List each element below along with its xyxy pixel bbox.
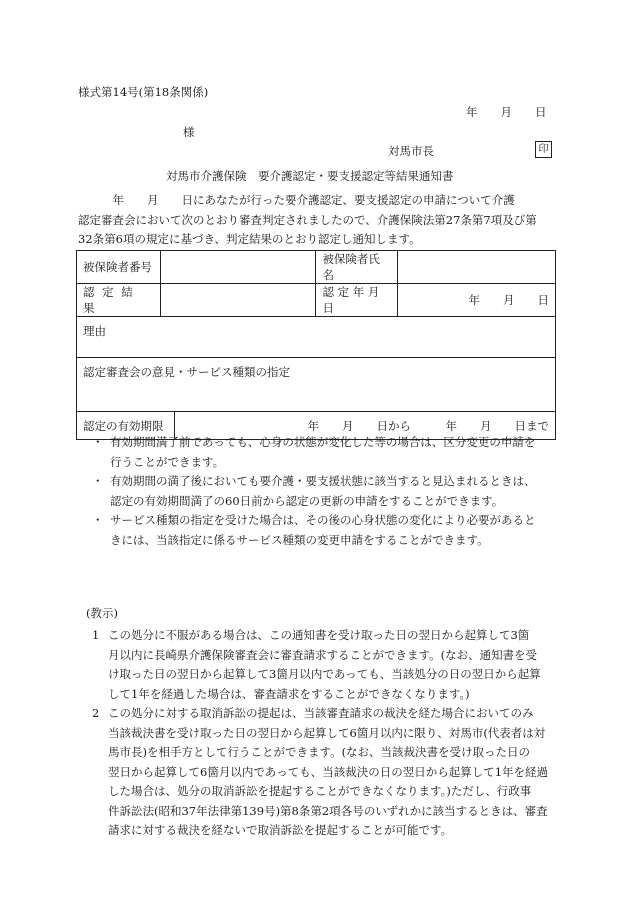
reason-label: 理由: [77, 317, 556, 358]
instruction-number: 1: [92, 628, 100, 642]
seal-mark: 印: [535, 141, 552, 158]
cert-date-value: 年 月 日: [398, 284, 556, 317]
bullet-line: サービス種類の指定を受けた場合は、その後の心身状態の変化により必要があると: [110, 513, 536, 527]
cert-date-label: 認 定 年 月 日: [316, 284, 398, 317]
instruction-line: この処分に対する取消訴訟の提起は、当該審査請求の裁決を経た場合においてのみ: [108, 706, 534, 720]
certification-table: [76, 250, 556, 440]
bullet-mark: ・: [92, 513, 104, 527]
instruction-line: 当該裁決書を受け取った日の翌日から起算して6箇月以内に限り、対馬市(代表者は対: [108, 725, 546, 740]
bullet-item: [78, 472, 556, 511]
intro-line: 認定審査会において次のとおり審査判定されましたので、介護保険法第27条第7項及び第: [78, 212, 537, 227]
instruction-heading: (教示): [86, 606, 118, 620]
issuer-name: 対馬市長: [388, 144, 434, 158]
instruction-line: け取った日の翌日から起算して3箇月以内であっても、当該処分の日の翌日から起算: [108, 667, 541, 681]
bullet-line: 認定の有効期間満了の60日前から認定の更新の申請をすることができます。: [110, 493, 504, 508]
instruction-line: した場合は、処分の取消訴訟を提起することができなくなります。)ただし、行政事: [108, 784, 532, 798]
instructions: [78, 626, 556, 841]
insured-name-label: 被保険者氏名: [316, 251, 398, 284]
result-value: [160, 284, 316, 317]
insured-name-value: [398, 251, 556, 284]
addressee-suffix: 様: [183, 125, 195, 139]
opinion-label: 認定審査会の意見・サービス種類の指定: [77, 358, 556, 412]
bullet-line: 有効期間満了前であっても、心身の状態が変化した等の場合は、区分変更の申請を: [110, 435, 536, 449]
validity-label: 認定の有効期限: [77, 412, 175, 440]
form-number: 様式第14号(第18条関係): [78, 85, 209, 99]
instruction-line: この処分に不服がある場合は、この通知書を受け取った日の翌日から起算して3箇: [108, 628, 530, 642]
insured-number-label: 被保険者番号: [77, 251, 161, 284]
document-title: 対馬市介護保険 要介護認定・要支援認定等結果通知書: [166, 169, 454, 183]
instruction-item: [78, 704, 556, 841]
instruction-line: して1年を経過した場合は、審査請求をすることができなくなります。): [108, 686, 470, 701]
bullet-line: 行うことができます。: [110, 454, 225, 469]
bullet-item: [78, 511, 556, 550]
bullet-mark: ・: [92, 474, 104, 488]
instruction-number: 2: [92, 706, 100, 720]
instruction-line: 件訴訟法(昭和37年法律第139号)第8条第2項各号のいずれかに該当するときは、審査: [108, 803, 548, 818]
bullet-line: きには、当該指定に係るサービス種類の変更申請をすることができます。: [110, 532, 489, 547]
bullet-mark: ・: [92, 435, 104, 449]
intro-line: 年 月 日にあなたが行った要介護認定、要支援認定の申請について介護: [78, 193, 515, 207]
notice-bullets: [78, 433, 556, 550]
date-line: 年 月 日: [466, 105, 547, 119]
bullet-item: [78, 433, 556, 472]
bullet-line: 有効期間の満了後においても要介護・要支援状態に該当すると見込まれるときは、: [110, 474, 536, 488]
instruction-line: 翌日から起算して6箇月以内であっても、当該裁決の日の翌日から起算して1年を経過: [108, 764, 549, 779]
validity-value: 年 月 日から 年 月 日まで: [174, 412, 555, 440]
insured-number-value: [160, 251, 316, 284]
instruction-line: 請求に対する裁決を経ないで取消訴訟を提起することが可能です。: [108, 823, 453, 837]
intro-paragraph: [78, 191, 556, 250]
intro-line: 32条第6項の規定に基づき、判定結果のとおり認定し通知します。: [78, 232, 421, 246]
instruction-line: 月以内に長崎県介護保険審査会に審査請求することができます。(なお、通知書を受: [108, 647, 538, 662]
instruction-item: [78, 626, 556, 704]
result-label: 認 定 結 果: [77, 284, 161, 317]
instruction-line: 馬市長)を相手方として行うことができます。(なお、当該裁決書を受け取った日の: [108, 745, 531, 759]
